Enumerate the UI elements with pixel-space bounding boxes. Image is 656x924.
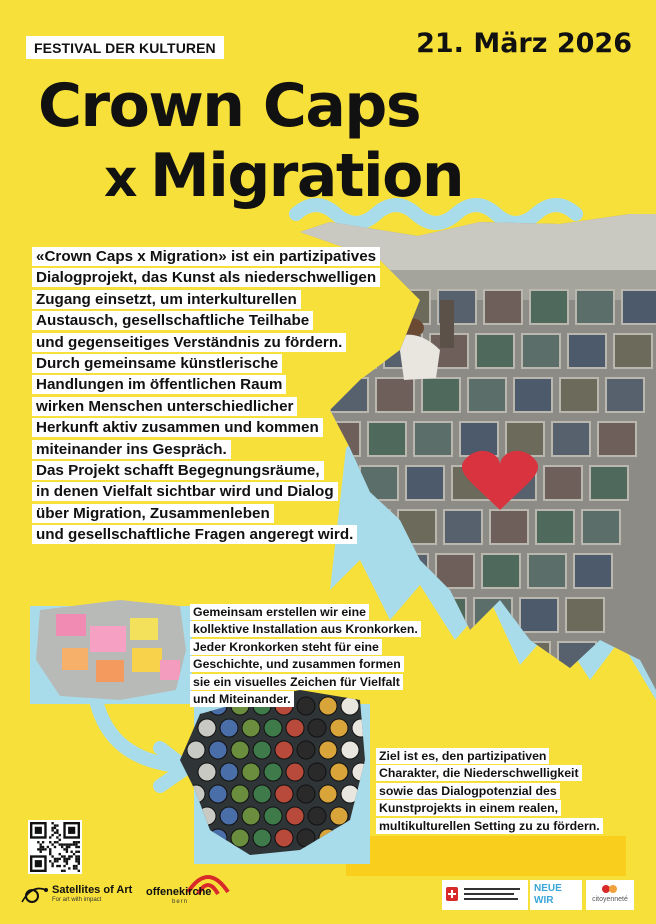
bottle-cap [264, 763, 282, 781]
sponsor-neue-wir [530, 880, 582, 910]
text-line: Kunstprojekts in einem realen, [376, 800, 561, 816]
bottle-cap [308, 807, 326, 825]
cap-tile [522, 334, 560, 368]
bottle-cap [242, 763, 260, 781]
bottle-cap [253, 829, 271, 847]
text-line: wirken Menschen unterschiedlicher [32, 397, 297, 416]
bottle-cap [264, 807, 282, 825]
cap-tile [598, 422, 636, 456]
text-line: sie ein visuelles Zeichen für Vielfalt [190, 674, 403, 690]
cap-tile [482, 554, 520, 588]
bottle-cap [253, 741, 271, 759]
cap-tile [568, 334, 606, 368]
bottle-cap [297, 785, 315, 803]
text-line: Charakter, die Niederschwelligkeit [376, 765, 582, 781]
text-line: in denen Vielfalt sichtbar wird und Dialog [32, 482, 338, 501]
cap-tile [506, 422, 544, 456]
bottle-cap [187, 741, 205, 759]
text-line: Dialogprojekt, das Kunst als niederschwelligen [32, 268, 380, 287]
bottle-cap [220, 807, 238, 825]
cap-tile [444, 510, 482, 544]
text-line: und gesellschaftliche Fragen angeregt wird. [32, 525, 357, 544]
cap-tile [576, 290, 614, 324]
satellites-name: Satellites of Art [52, 884, 133, 896]
title-migration: Migration [150, 141, 464, 211]
cap-tile [406, 466, 444, 500]
sponsor-neue-wir-label: NEUE WIR [534, 883, 562, 906]
text-line: Austausch, gesellschaftliche Teilhabe [32, 311, 313, 330]
event-date: 21. März 2026 [416, 28, 632, 59]
text-line: Handlungen im öffentlichen Raum [32, 375, 286, 394]
bottle-cap [220, 719, 238, 737]
cap-tile [560, 378, 598, 412]
cap-tile [566, 598, 604, 632]
cap-tile [460, 422, 498, 456]
cap-tile [484, 290, 522, 324]
bottle-cap [308, 763, 326, 781]
satellites-logo-icon [20, 882, 50, 910]
sponsor-federal-logo [442, 880, 528, 910]
kirche-name: offenekirche [146, 886, 212, 898]
cap-tile [530, 290, 568, 324]
bottle-cap [231, 785, 249, 803]
text-line: multikulturellen Setting zu zu fördern. [376, 818, 603, 834]
title-line-1: Crown Caps [38, 71, 421, 141]
text-line: Das Projekt schafft Begegnungsräume, [32, 461, 324, 480]
cap-tile [622, 290, 656, 324]
satellites-tagline: For art with impact [52, 897, 102, 903]
cap-tile [520, 598, 558, 632]
bottle-cap [198, 763, 216, 781]
bottle-cap [275, 741, 293, 759]
sponsor-citoyennete [586, 880, 634, 910]
cap-tile [582, 510, 620, 544]
bottle-cap [231, 829, 249, 847]
qr-code[interactable] [28, 820, 82, 874]
bottle-cap [275, 829, 293, 847]
cap-tile [422, 378, 460, 412]
bottle-cap [253, 785, 271, 803]
bottle-cap [330, 763, 348, 781]
text-line: sowie das Dialogpotenzial des [376, 783, 560, 799]
text-line: Jeder Kronkorken steht für eine [190, 639, 382, 655]
bottle-cap [209, 741, 227, 759]
text-line: Zugang einsetzt, um interkulturellen [32, 290, 301, 309]
cap-tile [590, 466, 628, 500]
middle-text [190, 604, 460, 708]
bottle-cap [286, 763, 304, 781]
text-line: miteinander ins Gespräch. [32, 440, 231, 459]
text-line: Geschichte, und zusammen formen [190, 656, 404, 672]
title-x: x [104, 149, 137, 209]
text-line: «Crown Caps x Migration» ist ein partizipatives [32, 247, 380, 266]
bottle-cap [330, 719, 348, 737]
text-line: Gemeinsam erstellen wir eine [190, 604, 369, 620]
kirche-city: bern [172, 899, 189, 905]
cap-tile [606, 378, 644, 412]
text-line: kollektive Installation aus Kronkorken. [190, 621, 421, 637]
cap-tile [466, 642, 504, 676]
intro-text [32, 246, 404, 546]
cap-tile [252, 554, 290, 588]
cap-tile [574, 554, 612, 588]
bottle-cap [319, 741, 337, 759]
bottle-cap [220, 763, 238, 781]
cap-tile [544, 466, 582, 500]
sponsor-citoyennete-label: citoyenneté [592, 896, 628, 903]
bottle-cap [231, 741, 249, 759]
bottle-cap [297, 741, 315, 759]
bottle-cap [319, 785, 337, 803]
title-line-2 [104, 141, 464, 211]
bottle-cap [242, 719, 260, 737]
cap-tile [552, 422, 590, 456]
text-line: Durch gemeinsame künstlerische [32, 354, 282, 373]
bottle-cap [330, 807, 348, 825]
bottle-cap [341, 741, 359, 759]
text-line: und gegenseitiges Verständnis zu fördern. [32, 333, 346, 352]
bottle-cap [286, 807, 304, 825]
bottle-cap [242, 807, 260, 825]
cap-tile [476, 334, 514, 368]
cap-tile [298, 554, 336, 588]
cap-tile [514, 378, 552, 412]
cap-tile [490, 510, 528, 544]
text-line: Ziel ist es, den partizipativen [376, 748, 549, 764]
cap-tile [414, 422, 452, 456]
bottom-text [376, 748, 636, 835]
bottle-cap [209, 785, 227, 803]
bottle-cap [308, 719, 326, 737]
cap-tile [528, 554, 566, 588]
festival-tag: FESTIVAL DER KULTUREN [26, 36, 224, 59]
cap-tile [468, 378, 506, 412]
bottle-cap [264, 719, 282, 737]
text-line: Herkunft aktiv zusammen und kommen [32, 418, 323, 437]
bottle-cap [286, 719, 304, 737]
text-line: über Migration, Zusammenleben [32, 504, 274, 523]
bottle-cap [275, 785, 293, 803]
cap-tile [614, 334, 652, 368]
text-line: und Miteinander. [190, 691, 294, 707]
cap-tile [536, 510, 574, 544]
bottle-cap [198, 719, 216, 737]
